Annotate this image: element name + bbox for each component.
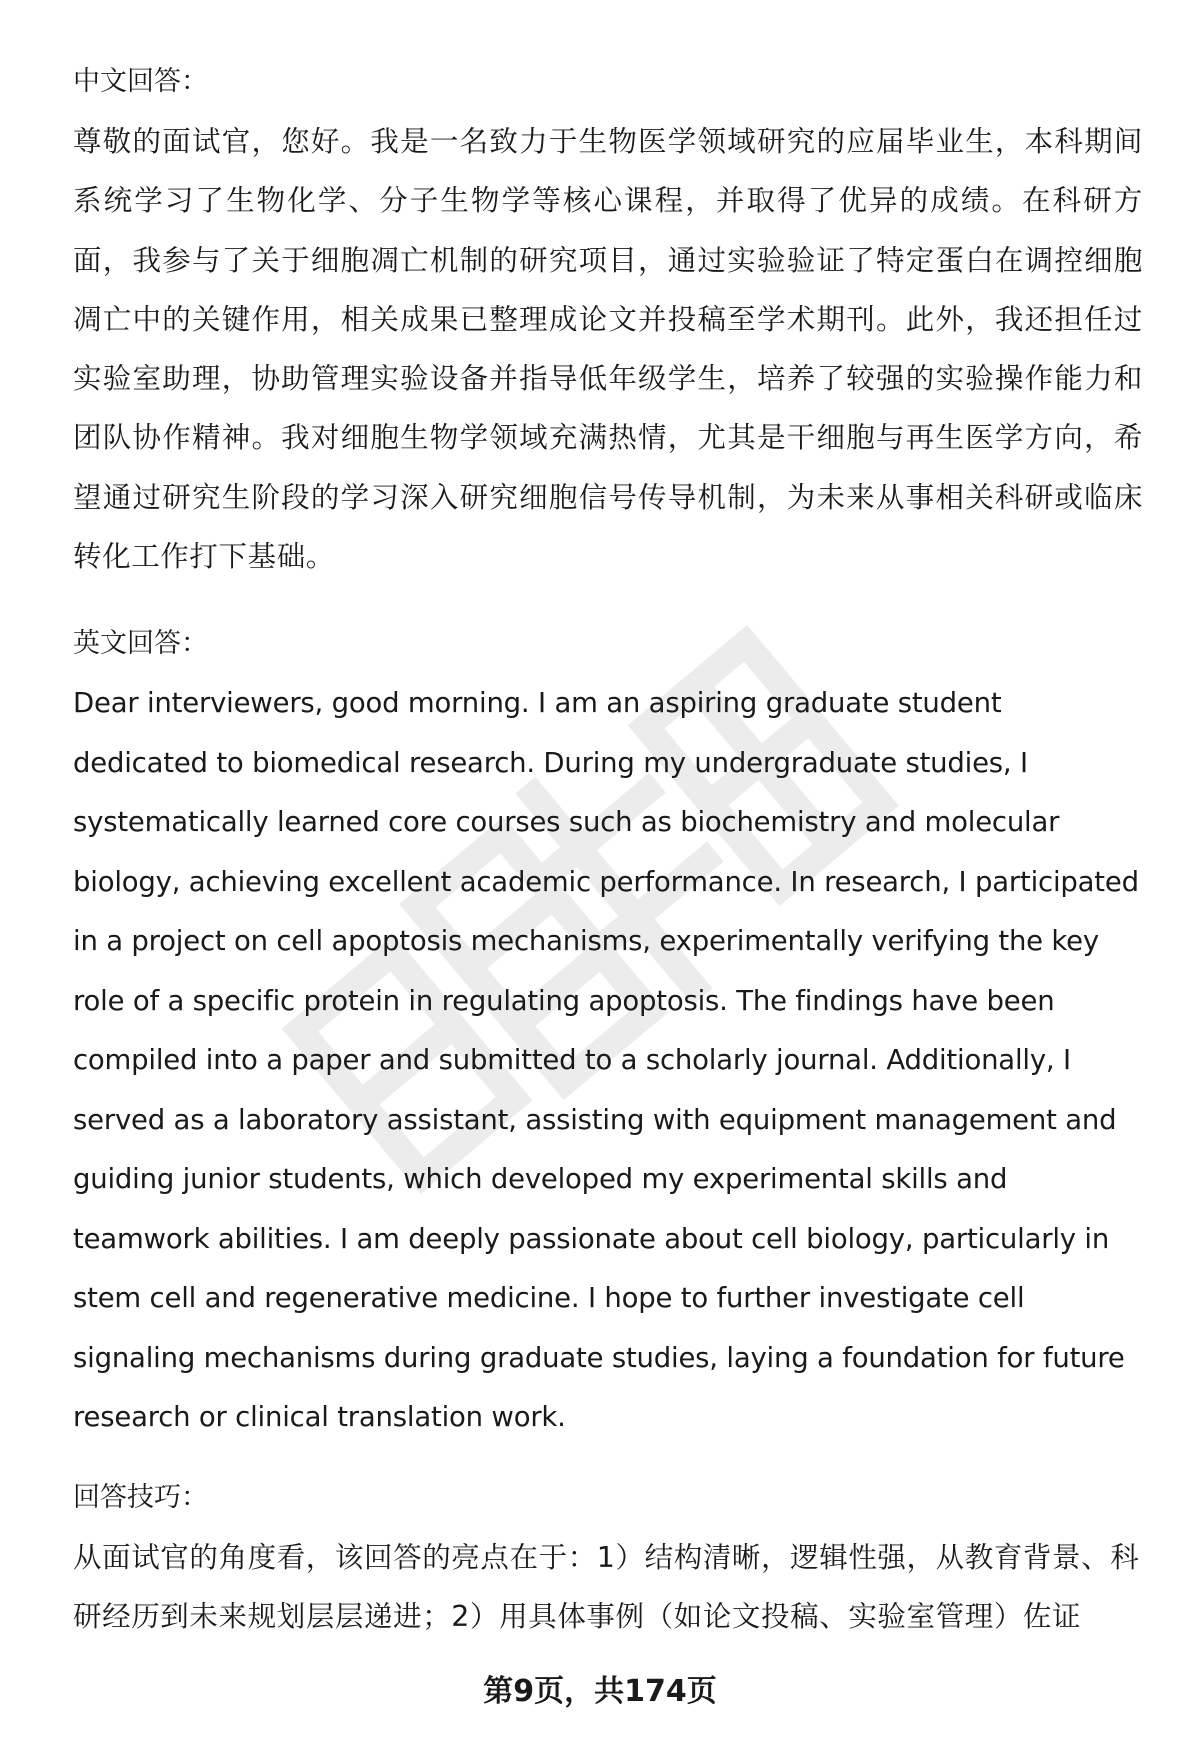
chinese-answer-text: 尊敬的面试官，您好。我是一名致力于生物医学领域研究的应届毕业生，本科期间系统学习了生物化学、分子生物学等核心课程，并取得了优异的成绩。在科研方面，我参与了关于细胞凋亡机制的研究项目，通过实验验证了特定蛋白在调控细胞凋亡中的关键作用，相关成果已整理成论文并投稿至学术期刊。此外，我还担任过实验室助理，协助管理实验设备并指导低年级学生，培养了较强的实验操作能力和团队协作精神。我对细胞生物学领域充满热情，尤其是干细胞与再生医学方向，希望通过研究生阶段的学习深入研究细胞信号传导机制，为未来从事相关科研或临床转化工作打下基础。 bbox=[73, 125, 1143, 574]
section-spacer bbox=[73, 1448, 1143, 1478]
document-body bbox=[73, 62, 1143, 1646]
chinese-answer-heading: 中文回答： bbox=[73, 66, 208, 97]
english-answer-text: Dear interviewers, good morning. I am an aspiring graduate student dedicated to biomedical research. During my undergraduate studies, I systematically learned core courses such as biochemistry and molecular biology, achieving excellent academic performance. In research, I participated in a project on cell apoptosis mechanisms, experimentally verifying the key role of a specific protein in regulating apoptosis. The findings have been compiled into a paper and submitted to a scholarly journal. Additionally, I served as a laboratory assistant, assisting with equipment management and guiding junior students, which developed my experimental skills and teamwork abilities. I am deeply passionate about cell biology, particularly in stem cell and regenerative medicine. I hope to further investigate cell signaling mechanisms during graduate studies, laying a foundation for future research or clinical translation work. bbox=[73, 687, 1139, 1434]
english-answer-heading: 英文回答： bbox=[73, 628, 208, 660]
answer-tips-text: 从面试官的角度看，该回答的亮点在于：1）结构清晰，逻辑性强，从教育背景、科研经历到未来规划层层递进；2）用具体事例（如论文投稿、实验室管理）佐证 bbox=[73, 1540, 1140, 1634]
section-spacer bbox=[73, 586, 1143, 624]
page-number: 第9页，共174页 bbox=[483, 1674, 717, 1709]
answer-tips-heading: 回答技巧： bbox=[73, 1481, 208, 1513]
